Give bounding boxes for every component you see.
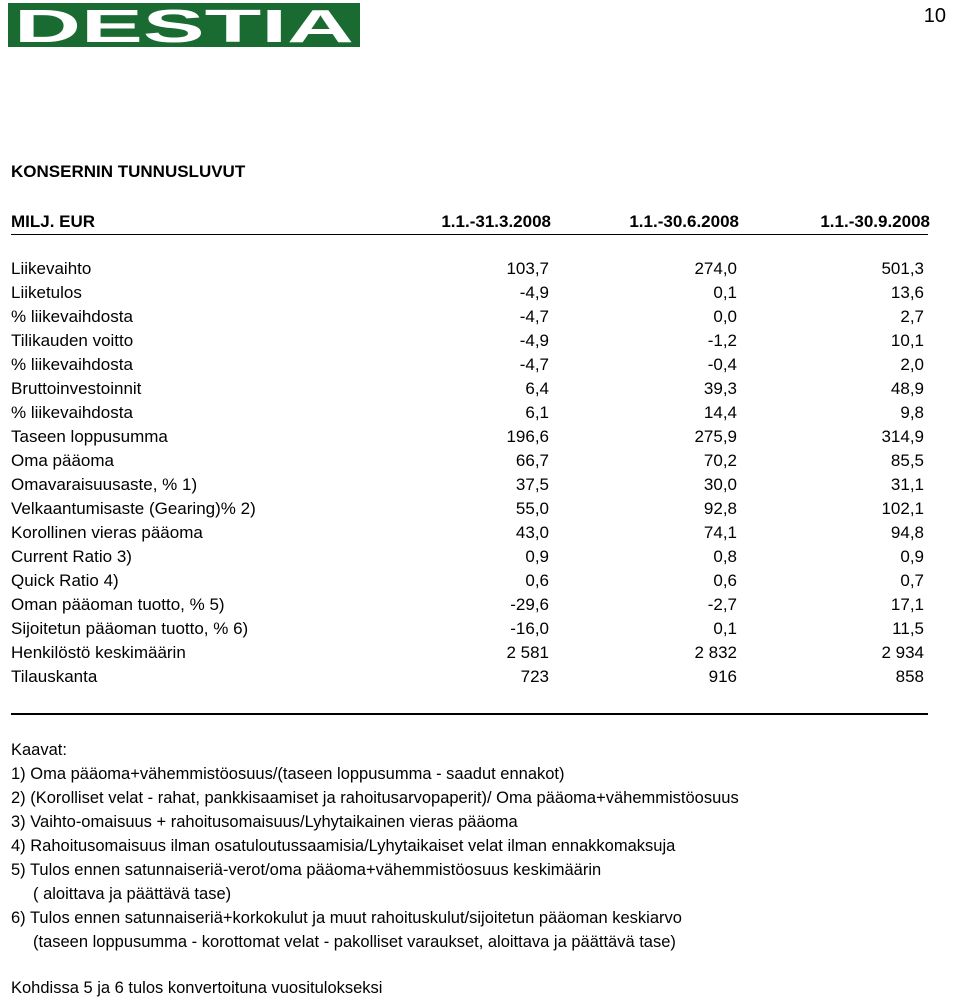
row-value-q3: 501,3 [881, 259, 924, 278]
row-value-h1: 74,1 [703, 523, 737, 542]
table-row [11, 259, 926, 283]
row-value-h1: 274,0 [694, 259, 737, 278]
table-row [11, 547, 926, 571]
row-value-q3: 858 [895, 667, 924, 686]
page-number: 10 [923, 5, 946, 27]
row-label: Quick Ratio 4) [11, 571, 119, 590]
row-value-h1: 916 [708, 667, 737, 686]
header-period-q1: 1.1.-31.3.2008 [441, 212, 551, 231]
row-value-q3: 0,9 [900, 547, 924, 566]
row-value-q1: 6,1 [525, 403, 549, 422]
note-line: 4) Rahoitusomaisuus ilman osatuloutussaamisia/Lyhytaikaiset velat ilman ennakkomaksuja [11, 837, 676, 855]
table-row [11, 283, 926, 307]
row-value-q3: 48,9 [890, 379, 924, 398]
destia-logo [8, 3, 360, 47]
row-label: % liikevaihdosta [11, 307, 133, 326]
header-period-h1: 1.1.-30.6.2008 [629, 212, 739, 231]
row-value-q3: 314,9 [881, 427, 924, 446]
row-value-h1: 30,0 [703, 475, 737, 494]
row-value-h1: 0,0 [713, 307, 737, 326]
row-value-q1: -29,6 [510, 595, 549, 614]
row-label: % liikevaihdosta [11, 355, 133, 374]
notes-heading: Kaavat: [11, 741, 67, 759]
row-value-h1: -0,4 [707, 355, 737, 374]
table-row [11, 403, 926, 427]
header-period-q3: 1.1.-30.9.2008 [820, 212, 930, 231]
row-value-q3: 94,8 [890, 523, 924, 542]
row-value-q1: 55,0 [515, 499, 549, 518]
table-row [11, 619, 926, 643]
row-value-q3: 2 934 [881, 643, 924, 662]
row-label: Oma pääoma [11, 451, 114, 470]
row-value-q1: 66,7 [515, 451, 549, 470]
row-label: Henkilöstö keskimäärin [11, 643, 186, 662]
header-rule [11, 234, 928, 235]
note-line: 6) Tulos ennen satunnaiseriä+korkokulut ja muut rahoituskulut/sijoitetun pääoman keskiarvo [11, 909, 682, 927]
row-label: % liikevaihdosta [11, 403, 133, 422]
row-value-h1: 70,2 [703, 451, 737, 470]
note-line: (taseen loppusumma - korottomat velat - pakolliset varaukset, aloittava ja päättävä tase) [33, 933, 676, 951]
header-unit: MILJ. EUR [11, 212, 96, 231]
table-row [11, 571, 926, 595]
row-value-h1: -2,7 [707, 595, 737, 614]
row-value-q3: 2,7 [900, 307, 924, 326]
row-value-q1: -4,9 [519, 283, 549, 302]
table-bottom-rule [11, 713, 928, 715]
table-row [11, 475, 926, 499]
row-label: Velkaantumisaste (Gearing)% 2) [11, 499, 256, 518]
table-row [11, 331, 926, 355]
row-value-h1: -1,2 [707, 331, 737, 350]
table-row [11, 499, 926, 523]
row-label: Taseen loppusumma [11, 427, 168, 446]
note-line: 3) Vaihto-omaisuus + rahoitusomaisuus/Lyhytaikainen vieras pääoma [11, 813, 518, 831]
table-header [11, 212, 928, 234]
row-value-h1: 0,6 [713, 571, 737, 590]
table-row [11, 427, 926, 451]
row-value-q3: 11,5 [892, 619, 924, 638]
row-label: Korollinen vieras pääoma [11, 523, 203, 542]
row-label: Liikevaihto [11, 259, 92, 278]
row-value-q3: 85,5 [890, 451, 924, 470]
row-value-h1: 0,1 [713, 283, 737, 302]
row-value-q1: -16,0 [510, 619, 549, 638]
logo-text: DESTIA [14, 3, 354, 47]
row-label: Tilauskanta [11, 667, 98, 686]
row-label: Omavaraisuusaste, % 1) [11, 475, 198, 494]
row-value-q1: -4,9 [519, 331, 549, 350]
row-value-h1: 92,8 [703, 499, 737, 518]
row-value-q1: -4,7 [519, 355, 549, 374]
row-label: Oman pääoman tuotto, % 5) [11, 595, 225, 614]
table-row [11, 667, 926, 691]
row-value-q1: 37,5 [515, 475, 549, 494]
note-line: 2) (Korolliset velat - rahat, pankkisaamiset ja rahoitusarvopaperit)/ Oma pääoma+vähemmistöosuus [11, 789, 739, 807]
note-line: 5) Tulos ennen satunnaiseriä-verot/oma pääoma+vähemmistöosuus keskimäärin [11, 861, 602, 879]
row-value-q1: 723 [520, 667, 549, 686]
row-label: Tilikauden voitto [11, 331, 134, 350]
row-value-h1: 2 832 [694, 643, 737, 662]
row-value-q1: 2 581 [506, 643, 549, 662]
table-row [11, 451, 926, 475]
formula-notes [11, 738, 941, 954]
table-row [11, 379, 926, 403]
row-value-h1: 0,8 [713, 547, 737, 566]
row-value-q1: 103,7 [506, 259, 549, 278]
row-label: Liiketulos [11, 283, 82, 302]
row-value-q3: 31,1 [890, 475, 924, 494]
note-line: 1) Oma pääoma+vähemmistöosuus/(taseen loppusumma - saadut ennakot) [11, 765, 565, 783]
note-line: ( aloittava ja päättävä tase) [33, 885, 232, 903]
row-value-q3: 2,0 [900, 355, 924, 374]
row-label: Bruttoinvestoinnit [11, 379, 142, 398]
row-value-q1: 0,6 [525, 571, 549, 590]
row-value-q1: 43,0 [515, 523, 549, 542]
row-value-q1: 0,9 [525, 547, 549, 566]
table-row [11, 595, 926, 619]
row-value-h1: 14,4 [703, 403, 737, 422]
row-value-h1: 0,1 [713, 619, 737, 638]
row-value-q3: 10,1 [890, 331, 924, 350]
footnote: Kohdissa 5 ja 6 tulos konvertoituna vuositulokseksi [11, 979, 383, 997]
row-value-h1: 39,3 [703, 379, 737, 398]
row-value-q3: 17,1 [890, 595, 924, 614]
section-title: KONSERNIN TUNNUSLUVUT [11, 162, 246, 181]
row-value-q3: 13,6 [890, 283, 924, 302]
row-label: Sijoitetun pääoman tuotto, % 6) [11, 619, 249, 638]
row-value-q3: 102,1 [881, 499, 924, 518]
row-value-q3: 0,7 [900, 571, 924, 590]
key-figures-table [11, 259, 926, 691]
row-value-h1: 275,9 [694, 427, 737, 446]
table-row [11, 355, 926, 379]
row-value-q1: -4,7 [519, 307, 549, 326]
row-label: Current Ratio 3) [11, 547, 132, 566]
row-value-q1: 196,6 [506, 427, 549, 446]
table-row [11, 523, 926, 547]
row-value-q3: 9,8 [900, 403, 924, 422]
table-row [11, 643, 926, 667]
row-value-q1: 6,4 [525, 379, 549, 398]
table-row [11, 307, 926, 331]
